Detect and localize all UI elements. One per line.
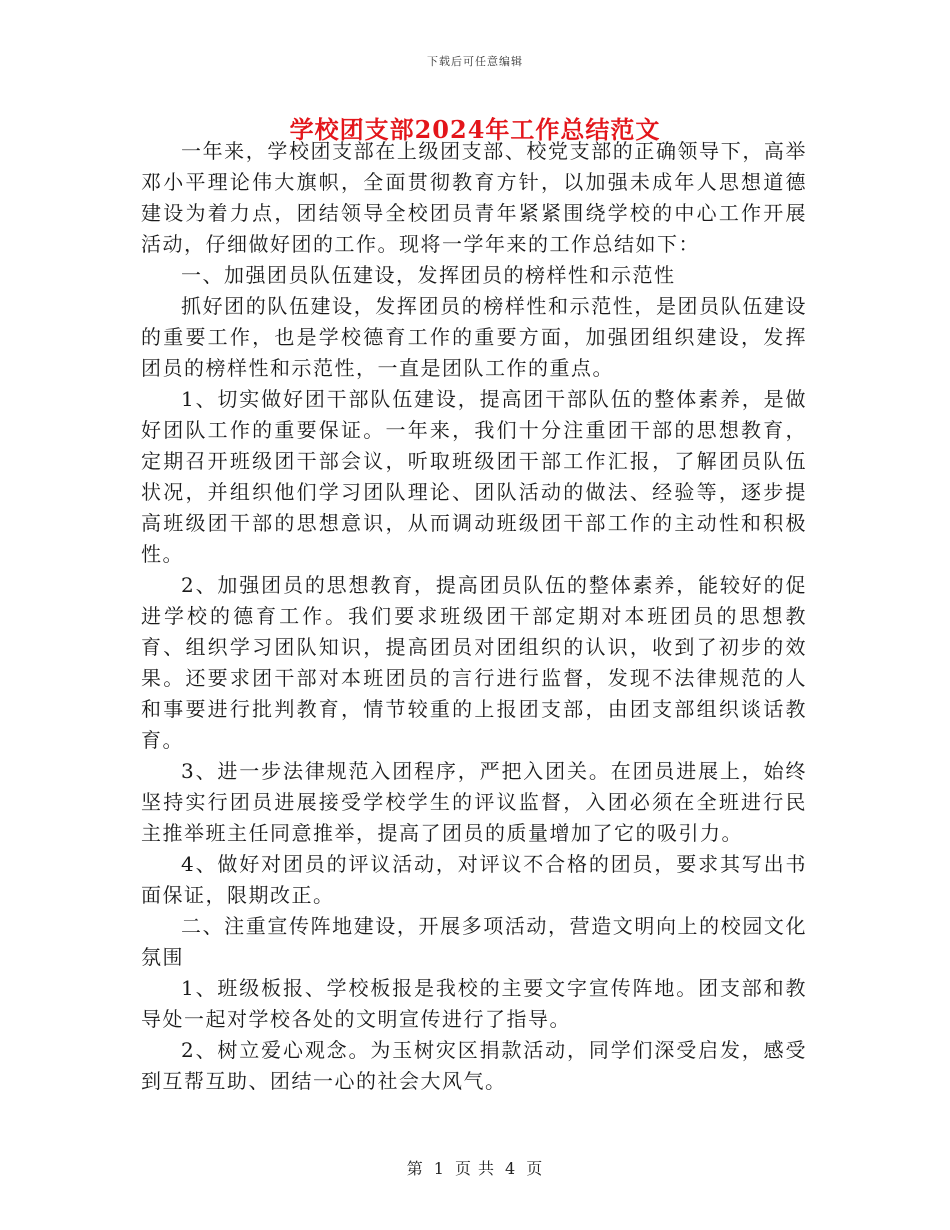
page-number-footer	[0, 1156, 950, 1179]
intro-paragraph: 一年来，学校团支部在上级团支部、校党支部的正确领导下，高举邓小平理论伟大旗帜，全面贯彻教育方针，以加强未成年人思想道德建设为着力点，团结领导全校团员青年紧紧围绕学校的中心工作开展活动，仔细做好团的工作。现将一学年来的工作总结如下：	[141, 139, 807, 256]
section-heading-1: 一、加强团员队伍建设，发挥团员的榜样性和示范性	[181, 263, 676, 287]
body-paragraph: 2、加强团员的思想教育，提高团员队伍的整体素养，能较好的促进学校的德育工作。我们要求班级团干部定期对本班团员的思想教育、组织学习团队知识，提高团员对团组织的认识，收到了初步的效果。还要求团干部对本班团员的言行进行监督，发现不法律规范的人和事要进行批判教育，情节较重的上报团支部，由团支部组织谈话教育。	[141, 573, 807, 752]
page-suffix: 页	[526, 1159, 544, 1178]
body-paragraph: 1、班级板报、学校板报是我校的主要文字宣传阵地。团支部和教导处一起对学校各处的文明宣传进行了指导。	[141, 976, 807, 1031]
document-body	[141, 136, 807, 1097]
body-paragraph: 1、切实做好团干部队伍建设，提高团干部队伍的整体素养，是做好团队工作的重要保证。一年来，我们十分注重团干部的思想教育，定期召开班级团干部会议，听取班级团干部工作汇报，了解团员队伍状况，并组织他们学习团队理论、团队活动的做法、经验等，逐步提高班级团干部的思想意识，从而调动班级团干部工作的主动性和积极性。	[141, 387, 807, 566]
body-paragraph: 抓好团的队伍建设，发挥团员的榜样性和示范性，是团员队伍建设的重要工作，也是学校德育工作的重要方面，加强团组织建设，发挥团员的榜样性和示范性，一直是团队工作的重点。	[141, 294, 807, 380]
section-heading-2: 二、注重宣传阵地建设，开展多项活动，营造文明向上的校园文化氛围	[141, 914, 807, 969]
document-title: 学校团支部2024年工作总结范文	[289, 115, 661, 144]
body-paragraph: 4、做好对团员的评议活动，对评议不合格的团员，要求其写出书面保证，限期改正。	[141, 852, 807, 907]
body-paragraph: 3、进一步法律规范入团程序，严把入团关。在团员进展上，始终坚持实行团员进展接受学校学生的评议监督，入团必须在全班进行民主推举班主任同意推举，提高了团员的质量增加了它的吸引力。	[141, 759, 807, 845]
body-paragraph: 2、树立爱心观念。为玉树灾区捐款活动，同学们深受启发，感受到互帮互助、团结一心的社会大风气。	[141, 1038, 807, 1093]
page-mid: 页 共	[454, 1159, 496, 1178]
page-total: 4	[505, 1159, 517, 1178]
header-note: 下载后可任意编辑	[427, 55, 523, 68]
page-current: 1	[433, 1159, 445, 1178]
page-prefix: 第	[406, 1159, 424, 1178]
